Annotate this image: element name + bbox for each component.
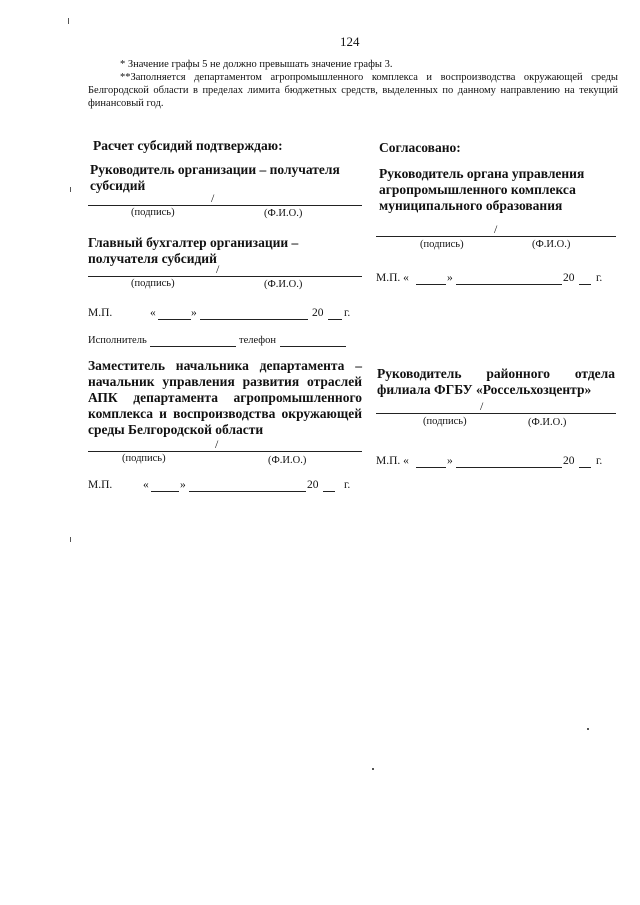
- scan-speck: [68, 18, 69, 24]
- municipal-fio-label: (Ф.И.О.): [532, 239, 571, 250]
- left-mp-quote-close: »: [191, 307, 197, 319]
- deputy-mp-year-line: [323, 491, 335, 492]
- accountant-title: Главный бухгалтер организации – получателя субсидий: [88, 235, 299, 266]
- head-title: Руководитель организации – получателя субсидий: [90, 162, 340, 193]
- footnotes: [88, 58, 618, 110]
- municipal-slash: /: [494, 222, 498, 236]
- agreed-heading: Согласовано:: [379, 140, 461, 155]
- municipal-mp-year-line: [579, 284, 591, 285]
- district-mp-year-line: [579, 467, 591, 468]
- district-slash: /: [480, 399, 484, 413]
- deputy-mp-label: М.П.: [88, 479, 113, 491]
- head-signature-label: (подпись): [131, 207, 175, 218]
- municipal-mp-g: г.: [596, 272, 603, 284]
- left-mp-day-line: [158, 319, 191, 320]
- district-mp-g: г.: [596, 455, 603, 467]
- page-number: 124: [340, 34, 360, 49]
- scan-speck: [587, 728, 589, 730]
- left-mp-g: г.: [344, 307, 351, 319]
- municipal-mp-month-line: [456, 284, 562, 285]
- scan-speck: [70, 187, 71, 192]
- left-mp-year-line: [328, 319, 342, 320]
- deputy-mp-g: г.: [344, 479, 351, 491]
- deputy-mp-quote-close: »: [180, 479, 186, 491]
- left-mp-year: 20: [312, 307, 324, 319]
- deputy-mp-year: 20: [307, 479, 319, 491]
- accountant-signature-label: (подпись): [131, 278, 175, 289]
- district-mp-quote-close: »: [447, 455, 453, 467]
- phone-line: [280, 346, 346, 347]
- district-signature-line: [376, 413, 616, 414]
- district-signature-label: (подпись): [423, 416, 467, 427]
- district-fio-label: (Ф.И.О.): [528, 417, 567, 428]
- executor-line: [150, 346, 236, 347]
- deputy-mp-month-line: [189, 491, 306, 492]
- municipal-mp-year: 20: [563, 272, 575, 284]
- municipal-mp-quote-close: »: [447, 272, 453, 284]
- deputy-signature-line: [88, 451, 362, 452]
- deputy-mp-quote-open: «: [143, 479, 149, 491]
- footnote-2: **Заполняется департаментом агропромышленного комплекса и воспроизводства окружающей среды Белгородской области в пределах лимита бюджетных средств, выделенных по данному направлению на текущий финансовый год.: [88, 72, 618, 109]
- deputy-slash: /: [215, 437, 219, 451]
- district-mp-month-line: [456, 467, 562, 468]
- scan-speck: [372, 768, 374, 770]
- district-mp-year: 20: [563, 455, 575, 467]
- deputy-fio-label: (Ф.И.О.): [268, 455, 307, 466]
- district-mp-label: М.П. «: [376, 455, 409, 467]
- municipal-signature-label: (подпись): [420, 239, 464, 250]
- deputy-mp-day-line: [151, 491, 179, 492]
- deputy-title: Заместитель начальника департамента – начальник управления развития отраслей АПК департамента агропромышленного комплекса и воспроизводства окружающей среды Белгородской области: [88, 358, 362, 437]
- left-mp-label: М.П.: [88, 307, 113, 319]
- head-slash: /: [211, 191, 215, 205]
- head-fio-label: (Ф.И.О.): [264, 208, 303, 219]
- head-signature-line: [88, 205, 362, 206]
- executor-label: Исполнитель: [88, 335, 147, 346]
- left-mp-month-line: [200, 319, 308, 320]
- municipal-mp-label: М.П. «: [376, 272, 409, 284]
- phone-label: телефон: [239, 335, 276, 346]
- accountant-slash: /: [216, 262, 220, 276]
- left-mp-quote-open: «: [150, 307, 156, 319]
- district-mp-day-line: [416, 467, 446, 468]
- deputy-signature-label: (подпись): [122, 453, 166, 464]
- confirm-heading: Расчет субсидий подтверждаю:: [93, 138, 283, 153]
- footnote-1: * Значение графы 5 не должно превышать значение графы 3.: [120, 59, 393, 70]
- municipal-mp-day-line: [416, 284, 446, 285]
- accountant-fio-label: (Ф.И.О.): [264, 279, 303, 290]
- municipal-title: Руководитель органа управления агропромышленного комплекса муниципального образования: [379, 166, 585, 213]
- scan-speck: [70, 537, 71, 542]
- district-title: Руководитель районного отдела филиала ФГБУ «Россельхозцентр»: [377, 366, 615, 397]
- accountant-signature-line: [88, 276, 362, 277]
